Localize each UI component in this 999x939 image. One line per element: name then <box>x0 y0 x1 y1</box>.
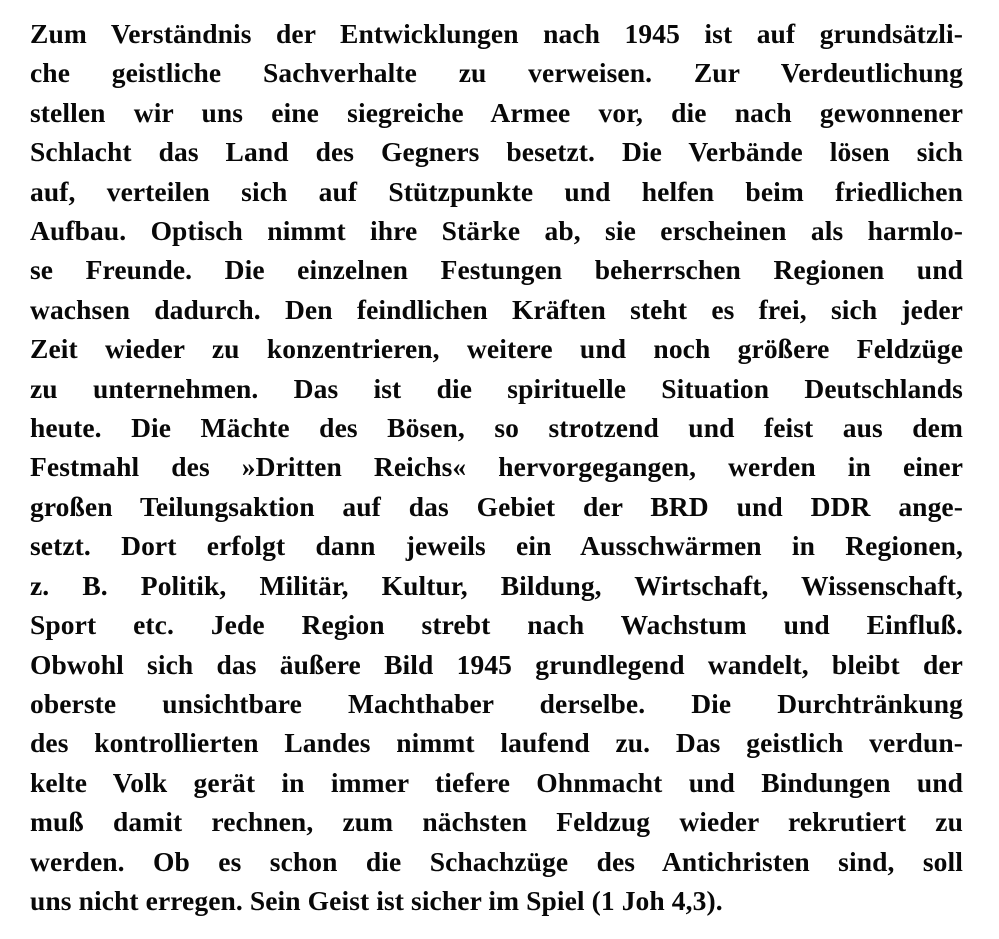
text-line: stellen wir uns eine siegreiche Armee vor, die nach gewonnener <box>30 96 963 128</box>
text-line: auf, verteilen sich auf Stützpunkte und helfen beim friedlichen <box>30 175 963 207</box>
text-line: heute. Die Mächte des Bösen, so strotzend und feist aus dem <box>30 412 963 444</box>
text-line: zu unternehmen. Das ist die spirituelle Situation Deutschlands <box>30 372 963 404</box>
text-line: Zum Verständnis der Entwicklungen nach 1945 ist auf grundsätzli- <box>30 18 963 49</box>
text-line: Schlacht das Land des Gegners besetzt. Die Verbände lösen sich <box>30 136 963 168</box>
text-line: muß damit rechnen, zum nächsten Feldzug wieder rekrutiert zu <box>30 806 963 838</box>
text-line: Obwohl sich das äußere Bild 1945 grundlegend wandelt, bleibt der <box>30 648 963 680</box>
text-line: se Freunde. Die einzelnen Festungen beherrschen Regionen und <box>30 254 963 286</box>
text-line: wachsen dadurch. Den feindlichen Kräften steht es frei, sich jeder <box>30 293 963 325</box>
text-line: Aufbau. Optisch nimmt ihre Stärke ab, sie erscheinen als harmlo- <box>30 215 963 247</box>
text-line: Zeit wieder zu konzentrieren, weitere und noch größere Feldzüge <box>30 333 963 365</box>
text-line: Festmahl des »Dritten Reichs« hervorgegangen, werden in einer <box>30 451 963 483</box>
text-line-last: uns nicht erregen. Sein Geist ist sicher im Spiel (1 Joh 4,3). <box>30 884 723 916</box>
paragraph <box>30 14 963 920</box>
text-line: setzt. Dort erfolgt dann jeweils ein Ausschwärmen in Regionen, <box>30 530 963 562</box>
text-line: werden. Ob es schon die Schachzüge des Antichristen sind, soll <box>30 845 963 877</box>
text-line: z. B. Politik, Militär, Kultur, Bildung, Wirtschaft, Wissenschaft, <box>30 569 963 601</box>
text-line: des kontrollierten Landes nimmt laufend zu. Das geistlich verdun- <box>30 727 963 759</box>
text-line: kelte Volk gerät in immer tiefere Ohnmacht und Bindungen und <box>30 766 963 798</box>
text-line: Sport etc. Jede Region strebt nach Wachstum und Einfluß. <box>30 609 963 641</box>
text-line: großen Teilungsaktion auf das Gebiet der BRD und DDR ange- <box>30 490 963 522</box>
text-line: oberste unsichtbare Machthaber derselbe. Die Durchtränkung <box>30 687 963 719</box>
text-line: che geistliche Sachverhalte zu verweisen. Zur Verdeutlichung <box>30 57 963 89</box>
